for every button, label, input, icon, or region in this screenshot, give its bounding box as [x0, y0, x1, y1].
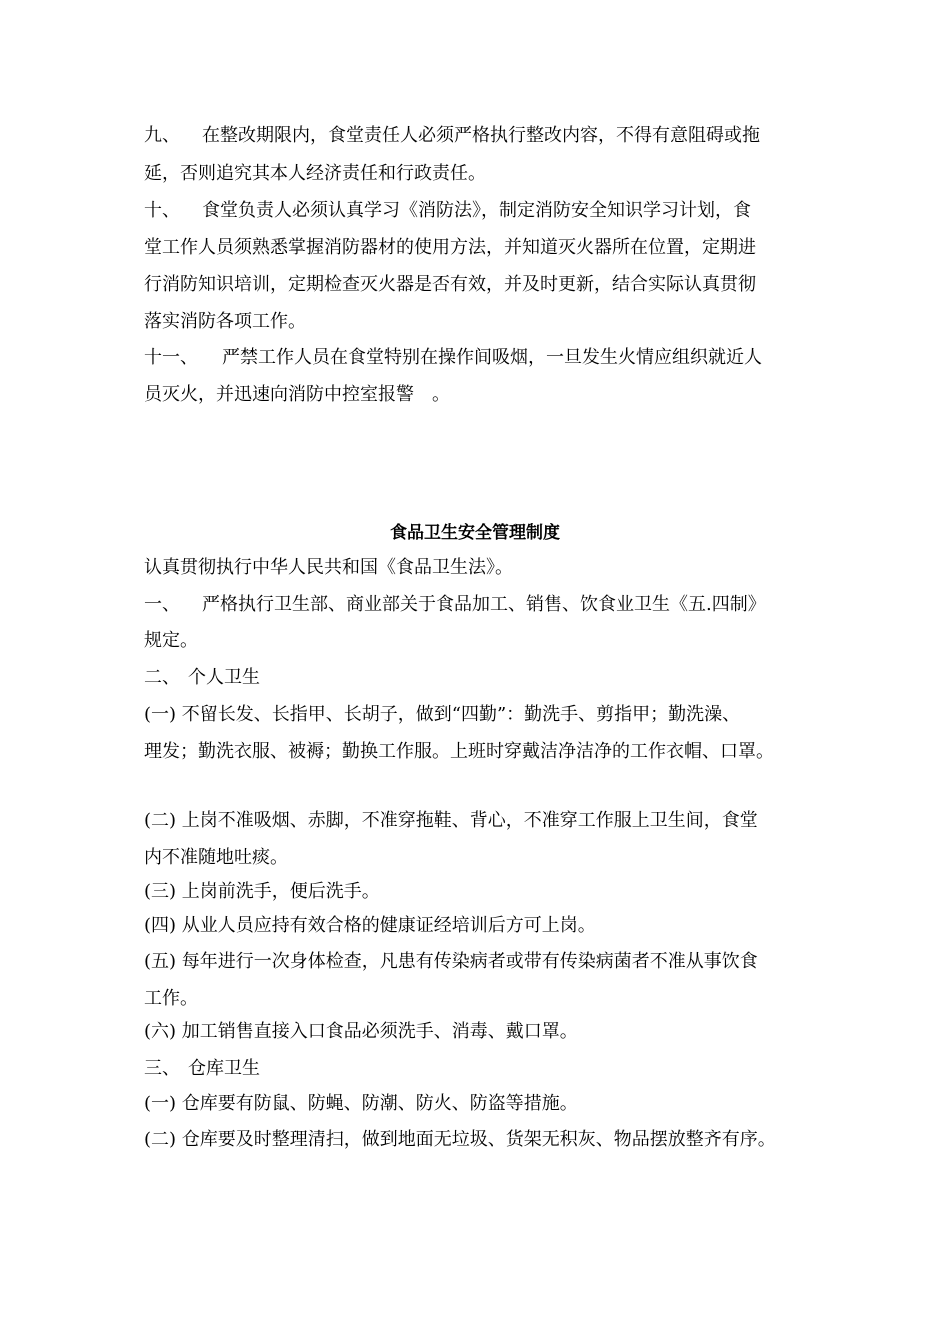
item-2-heading — [144, 667, 260, 689]
item-1-line-1 — [144, 594, 766, 616]
item-2-sub-5-line-2: 工作。 — [144, 988, 198, 1009]
item-11-number: 十一、 — [144, 347, 198, 368]
item-10-line-2: 堂工作人员须熟悉掌握消防器材的使用方法，并知道灭火器所在位置，定期进 — [144, 237, 756, 258]
item-10-line-3: 行消防知识培训，定期检查灭火器是否有效，并及时更新，结合实际认真贯彻 — [144, 274, 756, 295]
item-10-number: 十、 — [144, 200, 180, 221]
item-3-heading — [144, 1058, 260, 1080]
item-10-line-4: 落实消防各项工作。 — [144, 311, 306, 332]
item-1-text: 严格执行卫生部、商业部关于食品加工、销售、饮食业卫生《五.四制》 — [202, 594, 766, 615]
item-9-number: 九、 — [144, 125, 180, 146]
item-3-number: 三、 — [144, 1058, 180, 1079]
item-10-text: 食堂负责人必须认真学习《消防法》，制定消防安全知识学习计划，食 — [202, 200, 751, 221]
item-2-sub-1-line-2: 理发；勤洗衣服、被褥；勤换工作服。上班时穿戴洁净洁净的工作衣帽、口罩。 — [144, 741, 774, 762]
item-9-line-2: 延，否则追究其本人经济责任和行政责任。 — [144, 163, 486, 184]
item-3-heading-text: 仓库卫生 — [188, 1058, 260, 1079]
item-10-line-1 — [144, 200, 751, 222]
item-1-line-2: 规定。 — [144, 630, 198, 651]
item-11-text: 严禁工作人员在食堂特别在操作间吸烟，一旦发生火情应组织就近人 — [222, 347, 762, 368]
item-3-sub-2: (二) 仓库要及时整理清扫，做到地面无垃圾、货架无积灰、物品摆放整齐有序。 — [144, 1129, 776, 1150]
item-2-sub-2-line-1: (二) 上岗不准吸烟、赤脚，不准穿拖鞋、背心，不准穿工作服上卫生间，食堂 — [144, 810, 758, 831]
item-3-sub-1: (一) 仓库要有防鼠、防蝇、防潮、防火、防盗等措施。 — [144, 1093, 578, 1114]
intro-line: 认真贯彻执行中华人民共和国《食品卫生法》。 — [144, 557, 513, 578]
item-2-heading-text: 个人卫生 — [188, 667, 260, 688]
item-9-line-1 — [144, 125, 760, 147]
item-11-line-1 — [144, 347, 762, 369]
item-2-sub-6: (六) 加工销售直接入口食品必须洗手、消毒、戴口罩。 — [144, 1021, 578, 1042]
item-11-line-2: 员灭火，并迅速向消防中控室报警 。 — [144, 384, 450, 405]
item-2-sub-2-line-2: 内不准随地吐痰。 — [144, 847, 288, 868]
item-1-number: 一、 — [144, 594, 180, 615]
item-2-sub-1-line-1: (一) 不留长发、长指甲、长胡子，做到“四勤”：勤洗手、剪指甲；勤洗澡、 — [144, 704, 741, 725]
item-9-text: 在整改期限内，食堂责任人必须严格执行整改内容，不得有意阻碍或拖 — [202, 125, 760, 146]
item-2-number: 二、 — [144, 667, 180, 688]
document-title: 食品卫生安全管理制度 — [390, 523, 560, 543]
item-2-sub-4: (四) 从业人员应持有效合格的健康证经培训后方可上岗。 — [144, 915, 596, 936]
item-2-sub-3: (三) 上岗前洗手，便后洗手。 — [144, 881, 380, 902]
item-2-sub-5-line-1: (五) 每年进行一次身体检查，凡患有传染病者或带有传染病菌者不准从事饮食 — [144, 951, 758, 972]
